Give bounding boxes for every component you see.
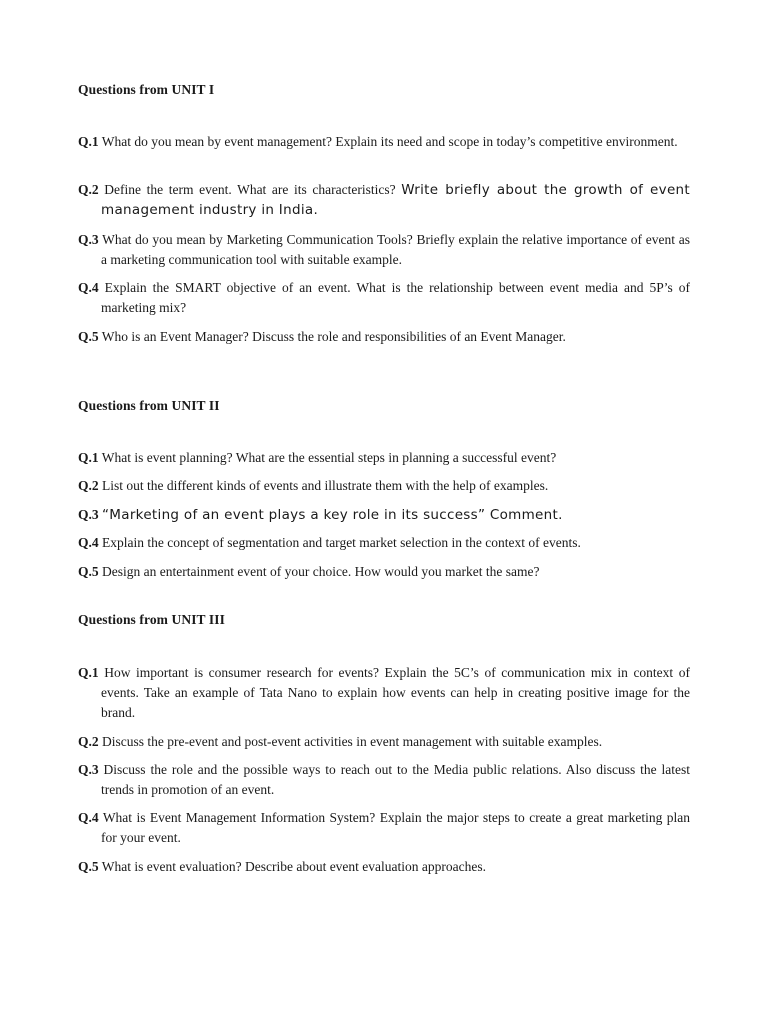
question-text: Explain the concept of segmentation and target market selection in the context of events. xyxy=(102,535,581,550)
question-number: Q.3 xyxy=(78,232,99,247)
question-item xyxy=(78,476,690,496)
question-item xyxy=(78,857,690,877)
question-number: Q.1 xyxy=(78,450,99,465)
question-text: Who is an Event Manager? Discuss the role and responsibilities of an Event Manager. xyxy=(101,329,566,344)
question-number: Q.1 xyxy=(78,665,99,680)
unit-heading: Questions from UNIT III xyxy=(78,612,225,627)
question-text: Discuss the role and the possible ways to reach out to the Media public relations. Also discuss the latest trends in promotion of an event. xyxy=(101,762,690,797)
question-item xyxy=(78,562,690,582)
question-text-sans: Write briefly about the growth of event management industry in India. xyxy=(101,182,691,218)
question-number: Q.3 xyxy=(78,507,99,522)
question-item xyxy=(78,132,690,152)
question-item xyxy=(78,278,690,318)
question-number: Q.2 xyxy=(78,478,99,493)
question-text: List out the different kinds of events and illustrate them with the help of examples. xyxy=(102,478,549,493)
question-item xyxy=(78,230,690,270)
question-number: Q.4 xyxy=(78,535,99,550)
question-text: What do you mean by Marketing Communication Tools? Briefly explain the relative importance of event as a marketing communication tool with suitable example. xyxy=(101,232,690,267)
question-text: Explain the SMART objective of an event. What is the relationship between event media and 5P’s of marketing mix? xyxy=(101,280,691,315)
question-item xyxy=(78,448,690,468)
question-text: How important is consumer research for events? Explain the 5C’s of communication mix in context of events. Take an example of Tata Nano to explain how events can help in creating positive image for the brand. xyxy=(101,665,690,720)
question-item xyxy=(78,180,690,220)
question-item xyxy=(78,505,690,525)
question-number: Q.3 xyxy=(78,762,99,777)
question-number: Q.5 xyxy=(78,859,99,874)
question-text: What is event evaluation? Describe about event evaluation approaches. xyxy=(101,859,486,874)
question-item xyxy=(78,808,690,848)
unit-heading: Questions from UNIT I xyxy=(78,82,215,97)
question-number: Q.2 xyxy=(78,182,99,197)
question-item xyxy=(78,732,690,752)
question-number: Q.2 xyxy=(78,734,99,749)
question-text: Design an entertainment event of your choice. How would you market the same? xyxy=(102,564,540,579)
question-number: Q.5 xyxy=(78,329,99,344)
question-text: What is Event Management Information System? Explain the major steps to create a great marketing plan for your event. xyxy=(101,810,690,845)
question-text: Define the term event. What are its characteristics? xyxy=(104,182,396,197)
question-number: Q.1 xyxy=(78,134,99,149)
question-number: Q.5 xyxy=(78,564,99,579)
question-item xyxy=(78,760,690,800)
question-text: Discuss the pre-event and post-event activities in event management with suitable examples. xyxy=(102,734,603,749)
question-text: What do you mean by event management? Explain its need and scope in today’s competitive environment. xyxy=(101,134,678,149)
question-number: Q.4 xyxy=(78,810,99,825)
question-item xyxy=(78,533,690,553)
unit-heading: Questions from UNIT II xyxy=(78,398,220,413)
question-item xyxy=(78,663,690,723)
question-text: What is event planning? What are the essential steps in planning a successful event? xyxy=(101,450,557,465)
question-item xyxy=(78,327,690,347)
question-text-sans: “Marketing of an event plays a key role in its success” Comment. xyxy=(102,507,563,523)
question-number: Q.4 xyxy=(78,280,99,295)
